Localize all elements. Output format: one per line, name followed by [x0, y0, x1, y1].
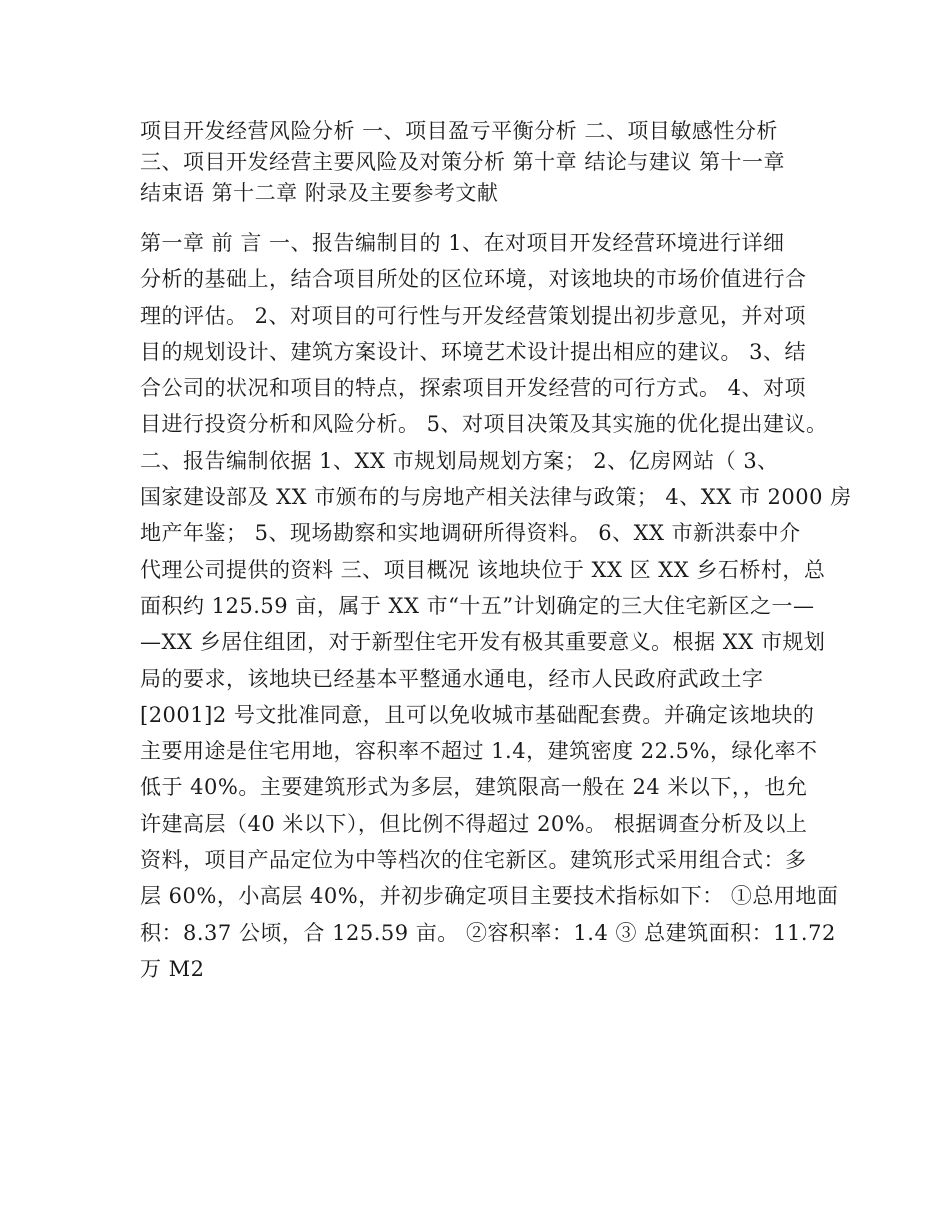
toc-line: 结束语 第十二章 附录及主要参考文献 — [140, 181, 499, 205]
body-line: 合公司的状况和项目的特点，探索项目开发经营的可行方式。 4、对项 — [140, 376, 807, 401]
toc-continuation — [140, 116, 830, 209]
body-line: 主要用途是住宅用地，容积率不超过 1.4，建筑密度 22.5%，绿化率不 — [140, 739, 818, 764]
body-line: 理的评估。 2、对项目的可行性与开发经营策划提出初步意见，并对项 — [140, 303, 807, 328]
body-line: 目的规划设计、建筑方案设计、环境艺术设计提出相应的建议。 3、结 — [140, 339, 807, 364]
toc-line: 三、项目开发经营主要风险及对策分析 第十章 结论与建议 第十一章 — [140, 150, 786, 174]
toc-line: 项目开发经营风险分析 一、项目盈亏平衡分析 二、项目敏感性分析 — [140, 119, 778, 143]
body-line: 低于 40%。主要建筑形式为多层，建筑限高一般在 24 米以下，，也允 — [140, 775, 808, 800]
body-line: 层 60%，小高层 40%，并初步确定项目主要技术指标如下： ①总用地面 — [140, 884, 839, 909]
body-line: 目进行投资分析和风险分析。 5、对项目决策及其实施的优化提出建议。 — [140, 412, 828, 437]
body-line: 分析的基础上，结合项目所处的区位环境，对该地块的市场价值进行合 — [140, 267, 807, 292]
body-line: [2001]2 号文批准同意，且可以免收城市基础配套费。并确定该地块的 — [140, 702, 815, 727]
body-line: 第一章 前 言 一、报告编制目的 1、在对项目开发经营环境进行详细 — [140, 231, 785, 255]
body-line: 许建高层（40 米以下），但比例不得超过 20%。 根据调查分析及以上 — [140, 811, 808, 836]
body-line: 万 M2 — [140, 956, 205, 981]
body-line: 国家建设部及 XX 市颁布的与房地产相关法律与政策； 4、XX 市 2000 房 — [140, 485, 852, 510]
body-line: 二、报告编制依据 1、XX 市规划局规划方案； 2、亿房网站（ 3、 — [140, 448, 779, 473]
chapter-one-body — [140, 225, 852, 987]
body-line: 积：8.37 公顷，合 125.59 亩。 ②容积率：1.4 ③ 总建筑面积：11.72 — [140, 920, 836, 945]
body-line: 代理公司提供的资料 三、项目概况 该地块位于 XX 区 XX 乡石桥村，总 — [140, 557, 826, 582]
body-line: 面积约 125.59 亩，属于 XX 市“十五”计划确定的三大住宅新区之一— — [140, 593, 815, 618]
body-line: 地产年鉴； 5、现场勘察和实地调研所得资料。 6、XX 市新洪泰中介 — [140, 521, 801, 546]
body-line: 资料，项目产品定位为中等档次的住宅新区。建筑形式采用组合式：多 — [140, 848, 807, 873]
body-line: 局的要求，该地块已经基本平整通水通电，经市人民政府武政土字 — [140, 666, 764, 691]
body-line: —XX 乡居住组团，对于新型住宅开发有极其重要意义。根据 XX 市规划 — [140, 630, 826, 655]
